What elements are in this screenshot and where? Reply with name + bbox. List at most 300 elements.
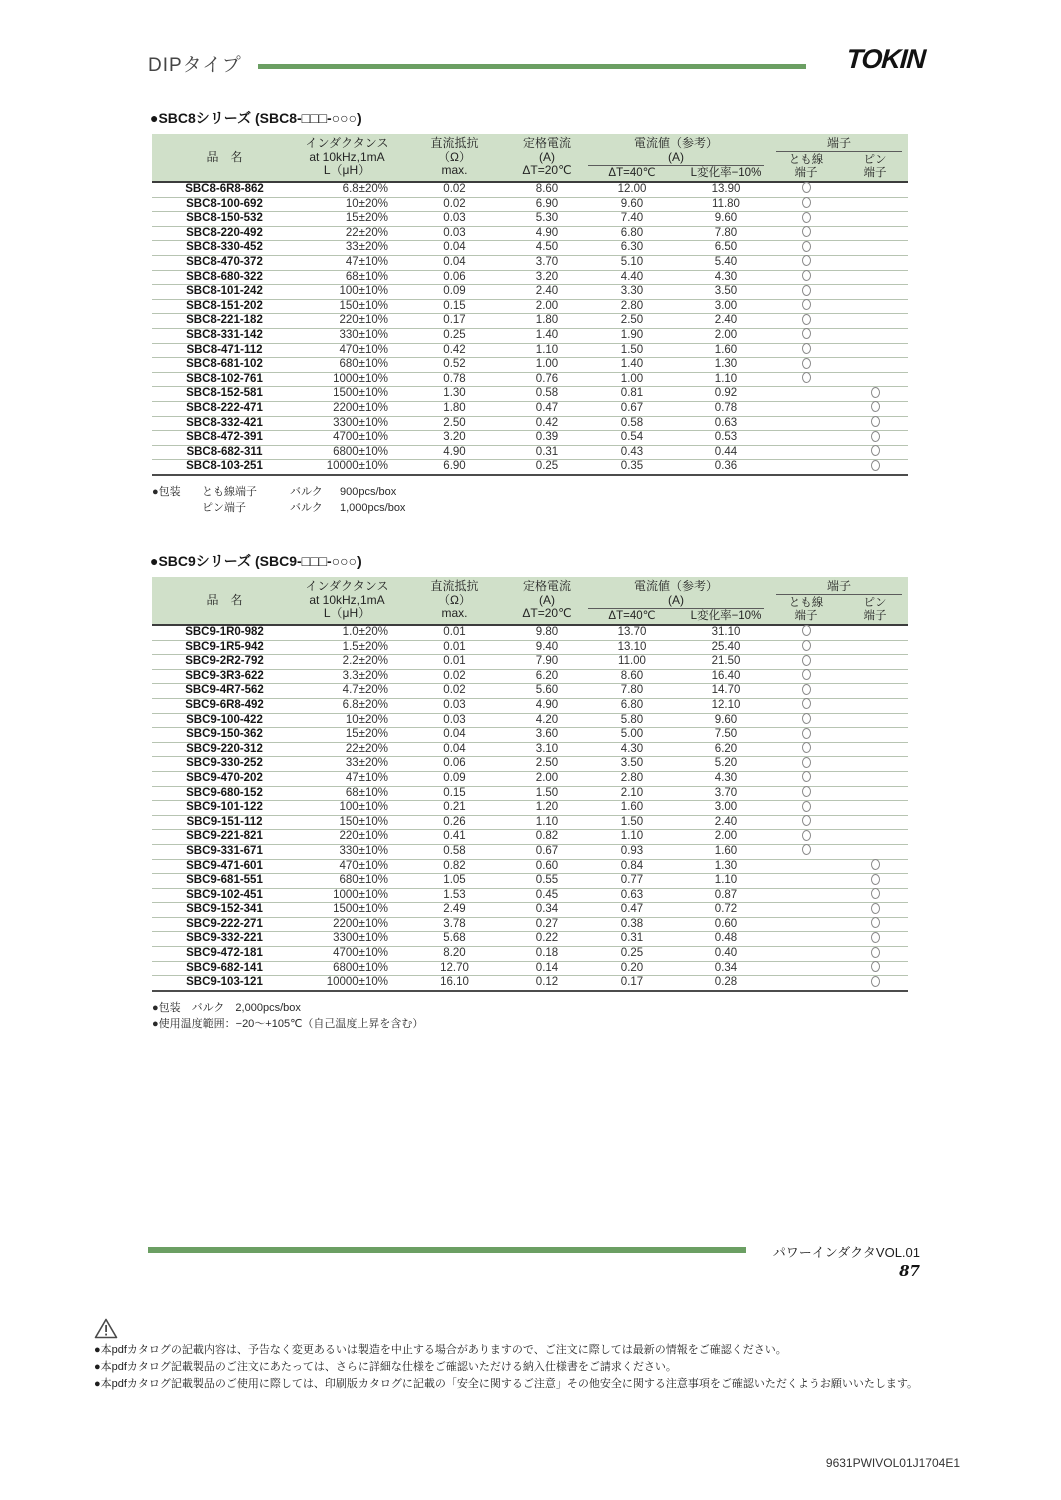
- l-change-current-cell: 1.60: [714, 844, 738, 857]
- pin-terminal-cell: [842, 655, 908, 670]
- pin-terminal-cell: [842, 844, 908, 859]
- inductance-cell: 680±10%: [339, 874, 388, 887]
- dt40-current-cell: 1.10: [620, 830, 644, 843]
- rated-current-cell: 5.60: [535, 684, 559, 697]
- rated-current-cell: 0.58: [535, 387, 559, 400]
- inductance-cell: 47±10%: [345, 771, 388, 784]
- pin-terminal-cell: [842, 903, 908, 918]
- dt40-current-cell: 2.50: [620, 314, 644, 327]
- pin-terminal-mark: [871, 460, 880, 471]
- table-row: [152, 197, 908, 212]
- l-change-current-cell: 16.40: [711, 669, 741, 682]
- dc-resistance-cell: 3.20: [443, 431, 466, 444]
- l-change-current-cell: 9.60: [714, 212, 738, 225]
- table-row: [152, 314, 908, 329]
- part-number-cell: SBC8-6R8-862: [185, 183, 264, 195]
- sbc8-series-title: ●SBC8シリーズ (SBC8-□□□-○○○): [150, 110, 362, 126]
- rated-current-cell: 0.55: [535, 874, 559, 887]
- l-change-current-cell: 0.92: [714, 387, 738, 400]
- dt40-current-cell: 0.25: [620, 947, 644, 960]
- l-change-current-cell: 0.28: [714, 976, 738, 989]
- table-row: [152, 460, 908, 475]
- wire-terminal-cell: [770, 917, 842, 932]
- l-change-current-cell: 4.30: [714, 771, 738, 784]
- wire-terminal-mark: [802, 343, 811, 354]
- inductance-cell: 33±20%: [345, 757, 388, 770]
- dc-resistance-cell: 0.03: [443, 226, 466, 239]
- col-part-number: 品 名: [152, 577, 297, 625]
- table-row: [152, 270, 908, 285]
- rated-current-cell: 4.20: [535, 713, 559, 726]
- inductance-cell: 15±20%: [345, 212, 388, 225]
- dt40-current-cell: 1.60: [620, 801, 644, 814]
- l-change-current-cell: 25.40: [711, 640, 741, 653]
- dt40-current-cell: 0.67: [620, 401, 644, 414]
- part-number-cell: SBC9-1R5-942: [185, 640, 264, 653]
- dc-resistance-cell: 0.17: [443, 314, 466, 327]
- table-row: [152, 874, 908, 889]
- pin-terminal-cell: [842, 358, 908, 373]
- wire-terminal-cell: [770, 698, 842, 713]
- inductance-cell: 3300±10%: [333, 932, 388, 945]
- inductance-cell: 220±10%: [339, 314, 388, 327]
- inductance-cell: 4700±10%: [333, 947, 388, 960]
- part-number-cell: SBC9-332-221: [186, 932, 263, 945]
- rated-current-cell: 1.10: [535, 815, 559, 828]
- l-change-current-cell: 3.00: [714, 801, 738, 814]
- rated-current-cell: 1.80: [535, 314, 559, 327]
- dt40-current-cell: 0.77: [620, 874, 644, 887]
- pin-terminal-cell: [842, 961, 908, 976]
- pin-terminal-cell: [842, 460, 908, 475]
- l-change-current-cell: 7.50: [714, 728, 738, 741]
- wire-terminal-mark: [802, 844, 811, 855]
- wire-terminal-cell: [770, 742, 842, 757]
- rated-current-cell: 3.70: [535, 255, 559, 268]
- dt40-current-cell: 6.80: [620, 226, 644, 239]
- sbc9-spec-table: [152, 577, 908, 992]
- pin-terminal-cell: [842, 830, 908, 845]
- rated-current-cell: 2.50: [535, 757, 559, 770]
- part-number-cell: SBC9-3R3-622: [185, 669, 264, 682]
- caution-notes: [94, 1342, 974, 1393]
- dt40-current-cell: 1.50: [620, 815, 644, 828]
- part-number-cell: SBC8-100-692: [186, 197, 263, 210]
- table-row: [152, 830, 908, 845]
- rated-current-cell: 2.00: [535, 771, 559, 784]
- pin-terminal-mark: [871, 932, 880, 943]
- table-row: [152, 903, 908, 918]
- table-row: [152, 669, 908, 684]
- dc-resistance-cell: 6.90: [443, 460, 466, 473]
- part-number-cell: SBC8-150-532: [186, 212, 263, 225]
- table-row: [152, 625, 908, 640]
- table-row: [152, 416, 908, 431]
- rated-current-cell: 0.12: [535, 976, 559, 989]
- rated-current-cell: 5.30: [535, 212, 559, 225]
- rated-current-cell: 1.00: [535, 358, 559, 371]
- table-row: [152, 299, 908, 314]
- packaging-note-line: ●包装 とも線端子 バルク 900pcs/box: [152, 485, 397, 498]
- dt40-current-cell: 0.54: [620, 431, 644, 444]
- part-number-cell: SBC9-2R2-792: [185, 655, 264, 668]
- pin-terminal-cell: [842, 343, 908, 358]
- part-number-cell: SBC9-100-422: [186, 713, 263, 726]
- inductance-cell: 330±10%: [339, 328, 388, 341]
- pin-terminal-mark: [871, 445, 880, 456]
- dc-resistance-cell: 0.15: [443, 299, 466, 312]
- document-number: 9631PWIVOL01J1704E1: [825, 1456, 960, 1470]
- pin-terminal-cell: [842, 416, 908, 431]
- col-l-change: L変化率−10%: [690, 166, 762, 179]
- part-number-cell: SBC9-222-271: [186, 917, 263, 930]
- part-number-cell: SBC8-101-242: [186, 285, 263, 298]
- dt40-current-cell: 0.84: [620, 859, 644, 872]
- pin-terminal-cell: [842, 372, 908, 387]
- dt40-current-cell: 5.00: [620, 728, 644, 741]
- col-inductance: インダクタンス at 10kHz,1mA L（μH）: [297, 134, 397, 182]
- packaging-note-line: ピン端子 バルク 1,000pcs/box: [202, 501, 406, 514]
- rated-current-cell: 0.42: [535, 416, 559, 429]
- l-change-current-cell: 0.78: [714, 401, 738, 414]
- pin-terminal-mark: [871, 961, 880, 972]
- wire-terminal-mark: [802, 314, 811, 325]
- wire-terminal-cell: [770, 684, 842, 699]
- part-number-cell: SBC8-471-112: [186, 343, 263, 356]
- rated-current-cell: 0.82: [535, 830, 559, 843]
- sbc9-table-header: [152, 577, 908, 625]
- wire-terminal-mark: [802, 358, 811, 369]
- dt40-current-cell: 0.20: [620, 961, 644, 974]
- wire-terminal-cell: [770, 285, 842, 300]
- table-row: [152, 358, 908, 373]
- l-change-current-cell: 14.70: [711, 684, 741, 697]
- wire-terminal-cell: [770, 460, 842, 475]
- part-number-cell: SBC9-151-112: [186, 815, 263, 828]
- dt40-current-cell: 8.60: [620, 669, 644, 682]
- dt40-current-cell: 5.80: [620, 713, 644, 726]
- rated-current-cell: 4.50: [535, 241, 559, 254]
- dt40-current-cell: 9.60: [620, 197, 644, 210]
- col-l-change: L変化率−10%: [690, 609, 762, 622]
- table-row: [152, 431, 908, 446]
- inductance-cell: 10±20%: [345, 197, 388, 210]
- page-number: 87: [899, 1262, 920, 1280]
- wire-terminal-mark: [802, 757, 811, 768]
- col-inductance: インダクタンス at 10kHz,1mA L（μH）: [297, 577, 397, 625]
- inductance-cell: 3300±10%: [333, 416, 388, 429]
- part-number-cell: SBC9-472-181: [186, 947, 263, 960]
- pin-terminal-cell: [842, 742, 908, 757]
- wire-terminal-mark: [802, 299, 811, 310]
- rated-current-cell: 9.40: [535, 640, 559, 653]
- part-number-cell: SBC8-151-202: [186, 299, 263, 312]
- part-number-cell: SBC9-220-312: [186, 742, 263, 755]
- pin-terminal-mark: [871, 976, 880, 987]
- wire-terminal-mark: [802, 226, 811, 237]
- wire-terminal-cell: [770, 212, 842, 227]
- inductance-cell: 330±10%: [339, 844, 388, 857]
- l-change-current-cell: 1.60: [714, 343, 738, 356]
- wire-terminal-mark: [802, 786, 811, 797]
- wire-terminal-mark: [802, 728, 811, 739]
- wire-terminal-cell: [770, 640, 842, 655]
- rated-current-cell: 0.18: [535, 947, 559, 960]
- rated-current-cell: 3.60: [535, 728, 559, 741]
- part-number-cell: SBC9-331-671: [186, 844, 263, 857]
- dc-resistance-cell: 0.01: [443, 640, 466, 653]
- dc-resistance-cell: 0.01: [443, 655, 466, 668]
- l-change-current-cell: 12.10: [711, 698, 741, 711]
- pin-terminal-cell: [842, 874, 908, 889]
- table-row: [152, 844, 908, 859]
- sbc8-spec-table: [152, 134, 908, 476]
- col-rated-current: 定格電流 (A) ΔT=20℃: [512, 134, 582, 182]
- wire-terminal-mark: [802, 684, 811, 695]
- rated-current-cell: 1.50: [535, 786, 559, 799]
- wire-terminal-mark: [802, 182, 811, 193]
- footer-rule: [148, 1247, 746, 1253]
- inductance-cell: 10±20%: [345, 713, 388, 726]
- dt40-current-cell: 2.80: [620, 771, 644, 784]
- part-number-cell: SBC8-682-311: [186, 445, 263, 458]
- inductance-cell: 470±10%: [339, 859, 388, 872]
- col-dc-resistance: 直流抵抗 （Ω） max.: [397, 577, 512, 625]
- wire-terminal-cell: [770, 947, 842, 962]
- wire-terminal-mark: [802, 197, 811, 208]
- sbc9-series-title: ●SBC9シリーズ (SBC9-□□□-○○○): [150, 553, 362, 569]
- rated-current-cell: 0.25: [535, 460, 559, 473]
- dt40-current-cell: 7.40: [620, 212, 644, 225]
- pin-terminal-cell: [842, 197, 908, 212]
- pin-terminal-cell: [842, 771, 908, 786]
- dc-resistance-cell: 0.02: [443, 684, 466, 697]
- table-row: [152, 728, 908, 743]
- inductance-cell: 1.0±20%: [342, 626, 388, 638]
- inductance-cell: 15±20%: [345, 728, 388, 741]
- l-change-current-cell: 0.60: [714, 917, 738, 930]
- caution-line: ●本pdfカタログの記載内容は、予告なく変更あるいは製造を中止する場合がありますので、ご注文に際しては最新の情報をご確認ください。: [94, 1344, 787, 1356]
- wire-terminal-cell: [770, 416, 842, 431]
- pin-terminal-cell: [842, 212, 908, 227]
- l-change-current-cell: 5.20: [714, 757, 738, 770]
- dc-resistance-cell: 0.02: [443, 669, 466, 682]
- wire-terminal-cell: [770, 445, 842, 460]
- wire-terminal-cell: [770, 255, 842, 270]
- part-number-cell: SBC8-222-471: [186, 401, 263, 414]
- inductance-cell: 47±10%: [345, 255, 388, 268]
- rated-current-cell: 0.22: [535, 932, 559, 945]
- part-number-cell: SBC9-470-202: [186, 771, 263, 784]
- dt40-current-cell: 6.80: [620, 698, 644, 711]
- wire-terminal-mark: [802, 212, 811, 223]
- table-row: [152, 640, 908, 655]
- wire-terminal-mark: [802, 372, 811, 383]
- l-change-current-cell: 21.50: [711, 655, 741, 668]
- pin-terminal-cell: [842, 684, 908, 699]
- part-number-cell: SBC8-221-182: [186, 314, 263, 327]
- table-row: [152, 343, 908, 358]
- l-change-current-cell: 2.40: [714, 815, 738, 828]
- dc-resistance-cell: 4.90: [443, 445, 466, 458]
- page-title: DIPタイプ: [148, 55, 242, 76]
- dt40-current-cell: 1.00: [620, 372, 644, 385]
- l-change-current-cell: 3.70: [714, 786, 738, 799]
- table-row: [152, 655, 908, 670]
- col-rated-current: 定格電流 (A) ΔT=20℃: [512, 577, 582, 625]
- part-number-cell: SBC8-680-322: [186, 270, 263, 283]
- pin-terminal-cell: [842, 932, 908, 947]
- rated-current-cell: 3.10: [535, 742, 559, 755]
- wire-terminal-mark: [802, 801, 811, 812]
- dc-resistance-cell: 0.04: [443, 728, 466, 741]
- inductance-cell: 6.8±20%: [342, 183, 388, 195]
- part-number-cell: SBC9-680-152: [186, 786, 263, 799]
- dc-resistance-cell: 2.49: [443, 903, 466, 916]
- dc-resistance-cell: 0.04: [443, 241, 466, 254]
- col-pin-terminal: ピン 端子: [863, 154, 887, 179]
- part-number-cell: SBC8-470-372: [186, 255, 263, 268]
- dt40-current-cell: 1.40: [620, 358, 644, 371]
- wire-terminal-cell: [770, 328, 842, 343]
- table-row: [152, 328, 908, 343]
- table-row: [152, 698, 908, 713]
- pin-terminal-mark: [871, 416, 880, 427]
- part-number-cell: SBC8-220-492: [186, 226, 263, 239]
- table-row: [152, 976, 908, 991]
- col-wire-terminal: とも線 端子: [788, 597, 824, 622]
- l-change-current-cell: 1.30: [714, 358, 738, 371]
- pin-terminal-cell: [842, 640, 908, 655]
- dt40-current-cell: 0.47: [620, 903, 644, 916]
- table-row: [152, 947, 908, 962]
- dc-resistance-cell: 0.04: [443, 255, 466, 268]
- dt40-current-cell: 1.50: [620, 343, 644, 356]
- l-change-current-cell: 2.40: [714, 314, 738, 327]
- table-row: [152, 713, 908, 728]
- part-number-cell: SBC8-152-581: [186, 387, 263, 400]
- rated-current-cell: 0.47: [535, 401, 559, 414]
- sbc9-section: [150, 551, 910, 1032]
- wire-terminal-cell: [770, 387, 842, 402]
- inductance-cell: 680±10%: [339, 358, 388, 371]
- dt40-current-cell: 2.80: [620, 299, 644, 312]
- wire-terminal-cell: [770, 655, 842, 670]
- dc-resistance-cell: 0.09: [443, 771, 466, 784]
- wire-terminal-cell: [770, 197, 842, 212]
- l-change-current-cell: 0.72: [714, 903, 738, 916]
- dt40-current-cell: 0.35: [620, 460, 644, 473]
- l-change-current-cell: 0.63: [714, 416, 738, 429]
- l-change-current-cell: 31.10: [711, 626, 741, 638]
- dc-resistance-cell: 12.70: [440, 961, 469, 974]
- header-rule: [258, 64, 806, 69]
- table-row: [152, 801, 908, 816]
- part-number-cell: SBC8-472-391: [186, 431, 263, 444]
- inductance-cell: 22±20%: [345, 226, 388, 239]
- inductance-cell: 4700±10%: [333, 431, 388, 444]
- wire-terminal-cell: [770, 401, 842, 416]
- dt40-current-cell: 6.30: [620, 241, 644, 254]
- inductance-cell: 6.8±20%: [342, 698, 388, 711]
- rated-current-cell: 1.40: [535, 328, 559, 341]
- rated-current-cell: 2.40: [535, 285, 559, 298]
- part-number-cell: SBC8-102-761: [186, 372, 263, 385]
- part-number-cell: SBC8-331-142: [186, 328, 263, 341]
- rated-current-cell: 0.14: [535, 961, 559, 974]
- pin-terminal-cell: [842, 888, 908, 903]
- part-number-cell: SBC9-101-122: [186, 801, 263, 814]
- inductance-cell: 100±10%: [339, 285, 388, 298]
- rated-current-cell: 0.39: [535, 431, 559, 444]
- sbc8-section: [150, 108, 910, 516]
- inductance-cell: 220±10%: [339, 830, 388, 843]
- inductance-cell: 2.2±20%: [342, 655, 388, 668]
- pin-terminal-cell: [842, 976, 908, 991]
- pin-terminal-cell: [842, 801, 908, 816]
- pin-terminal-cell: [842, 255, 908, 270]
- part-number-cell: SBC8-332-421: [186, 416, 263, 429]
- table-row: [152, 241, 908, 256]
- l-change-current-cell: 0.48: [714, 932, 738, 945]
- pin-terminal-cell: [842, 786, 908, 801]
- wire-terminal-cell: [770, 961, 842, 976]
- part-number-cell: SBC9-102-451: [186, 888, 263, 901]
- wire-terminal-cell: [770, 757, 842, 772]
- wire-terminal-cell: [770, 343, 842, 358]
- wire-terminal-cell: [770, 372, 842, 387]
- dt40-current-cell: 0.81: [620, 387, 644, 400]
- dc-resistance-cell: 0.04: [443, 742, 466, 755]
- wire-terminal-mark: [802, 830, 811, 841]
- wire-terminal-mark: [802, 285, 811, 296]
- wire-terminal-cell: [770, 976, 842, 991]
- pin-terminal-mark: [871, 401, 880, 412]
- wire-terminal-cell: [770, 226, 842, 241]
- table-row: [152, 742, 908, 757]
- dc-resistance-cell: 0.58: [443, 844, 466, 857]
- inductance-cell: 100±10%: [339, 801, 388, 814]
- part-number-cell: SBC9-103-121: [186, 976, 263, 989]
- pin-terminal-mark: [871, 859, 880, 870]
- pin-terminal-mark: [871, 387, 880, 398]
- table-row: [152, 255, 908, 270]
- pin-terminal-cell: [842, 445, 908, 460]
- l-change-current-cell: 3.50: [714, 285, 738, 298]
- l-change-current-cell: 0.87: [714, 888, 738, 901]
- wire-terminal-cell: [770, 932, 842, 947]
- l-change-current-cell: 11.80: [712, 197, 740, 210]
- l-change-current-cell: 6.20: [714, 742, 738, 755]
- wire-terminal-mark: [802, 255, 811, 266]
- wire-terminal-cell: [770, 903, 842, 918]
- table-row: [152, 387, 908, 402]
- table-row: [152, 212, 908, 227]
- pin-terminal-cell: [842, 387, 908, 402]
- inductance-cell: 150±10%: [339, 299, 388, 312]
- l-change-current-cell: 7.80: [714, 226, 738, 239]
- rated-current-cell: 4.90: [535, 698, 559, 711]
- col-pin-terminal: ピン 端子: [863, 597, 887, 622]
- wire-terminal-cell: [770, 874, 842, 889]
- inductance-cell: 470±10%: [339, 343, 388, 356]
- l-change-current-cell: 2.00: [714, 830, 738, 843]
- wire-terminal-cell: [770, 669, 842, 684]
- dc-resistance-cell: 16.10: [440, 976, 469, 989]
- dc-resistance-cell: 8.20: [443, 947, 466, 960]
- dt40-current-cell: 0.58: [620, 416, 644, 429]
- wire-terminal-cell: [770, 270, 842, 285]
